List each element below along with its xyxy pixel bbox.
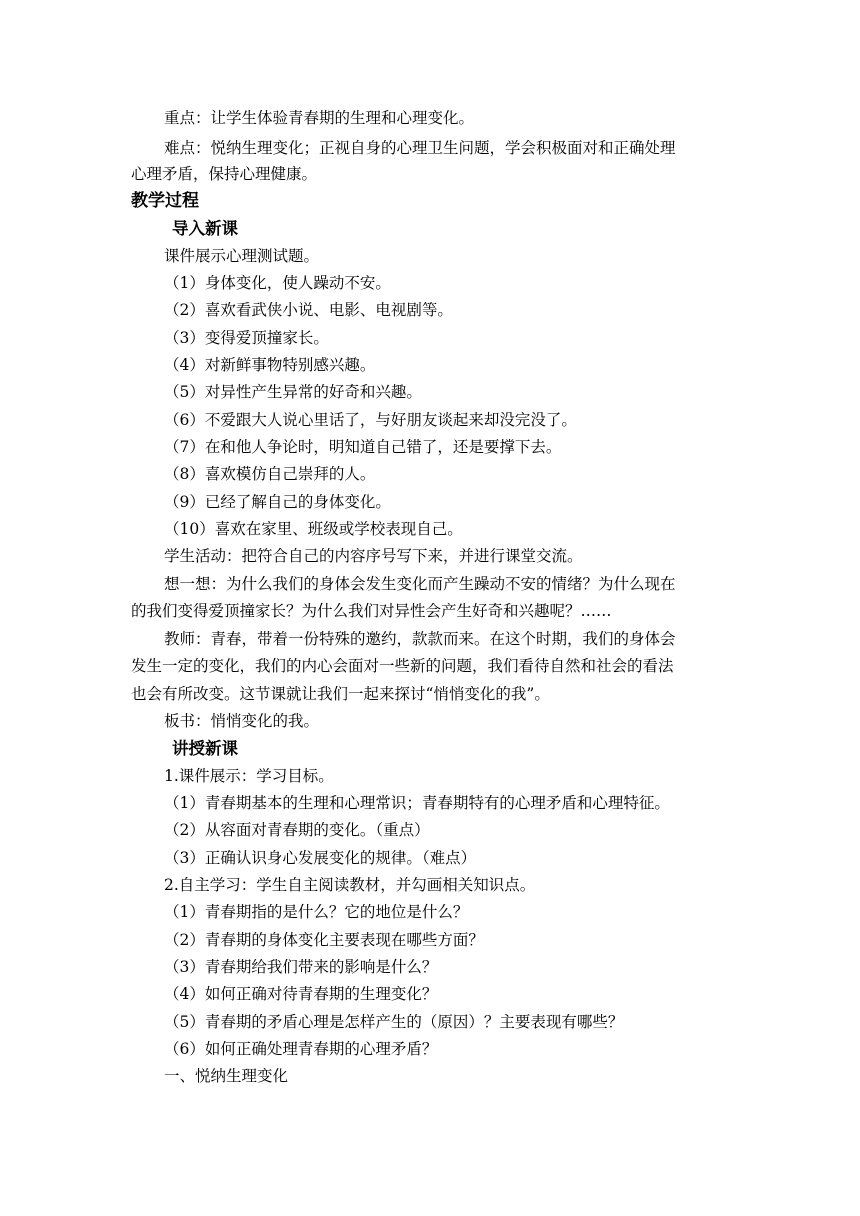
- student-activity-text: 学生活动：把符合自己的内容序号写下来，并进行课堂交流。: [164, 547, 583, 565]
- teacher-text-line-2: 发生一定的变化，我们的内心会面对一些新的问题，我们看待自然和社会的看法: [131, 657, 674, 675]
- quiz-item: （9）已经了解自己的身体变化。: [164, 493, 391, 511]
- question-item: （1）青春期指的是什么？它的地位是什么？: [164, 903, 469, 921]
- question-item: （4）如何正确对待青春期的生理变化？: [164, 985, 438, 1003]
- quiz-item: （7）在和他人争论时，明知道自己错了，还是要撑下去。: [164, 438, 562, 456]
- objective-item: （2）从容面对青春期的变化。（重点）: [164, 821, 430, 839]
- teaching-process-heading: 教学过程: [131, 191, 199, 211]
- question-item: （5）青春期的矛盾心理是怎样产生的（原因）？主要表现有哪些？: [164, 1013, 624, 1031]
- key-point-text: 重点：让学生体验青春期的生理和心理变化。: [164, 109, 475, 127]
- lecture-heading: 讲授新课: [172, 739, 238, 758]
- quiz-item: （8）喜欢模仿自己崇拜的人。: [164, 465, 376, 483]
- difficulty-text-line-2: 心理矛盾，保持心理健康。: [131, 165, 318, 183]
- teacher-text-line-3: 也会有所改变。这节课就让我们一起来探讨“悄悄变化的我”。: [131, 685, 550, 703]
- quiz-item: （4）对新鲜事物特别感兴趣。: [164, 356, 376, 374]
- question-item: （6）如何正确处理青春期的心理矛盾？: [164, 1040, 438, 1058]
- objective-item: （3）正确认识身心发展变化的规律。（难点）: [164, 849, 477, 867]
- difficulty-text-line-1: 难点：悦纳生理变化；正视自身的心理卫生问题，学会积极面对和正确处理: [164, 139, 676, 157]
- quiz-item: （6）不爱跟大人说心里话了，与好朋友谈起来却没完没了。: [164, 411, 577, 429]
- think-text-line-2: 的我们变得爱顶撞家长？为什么我们对异性会产生好奇和兴趣呢？……: [131, 602, 612, 620]
- quiz-item: （1）身体变化，使人躁动不安。: [164, 274, 391, 292]
- board-text: 板书：悄悄变化的我。: [164, 712, 320, 730]
- quiz-item: （3）变得爱顶撞家长。: [164, 329, 329, 347]
- question-item: （3）青春期给我们带来的影响是什么？: [164, 958, 438, 976]
- lecture-step-2: 2.自主学习：学生自主阅读教材，并勾画相关知识点。: [164, 876, 536, 894]
- quiz-item: （2）喜欢看武侠小说、电影、电视剧等。: [164, 301, 453, 319]
- section-one-heading: 一、悦纳生理变化: [164, 1067, 289, 1085]
- intro-heading: 导入新课: [172, 219, 238, 238]
- quiz-item: （5）对异性产生异常的好奇和兴趣。: [164, 383, 422, 401]
- intro-lead: 课件展示心理测试题。: [164, 247, 320, 265]
- think-text-line-1: 想一想：为什么我们的身体会发生变化而产生躁动不安的情绪？为什么现在: [164, 575, 676, 593]
- objective-item: （1）青春期基本的生理和心理常识；青春期特有的心理矛盾和心理特征。: [164, 794, 670, 812]
- teacher-text-line-1: 教师：青春，带着一份特殊的邀约，款款而来。在这个时期，我们的身体会: [164, 630, 676, 648]
- lecture-step-1: 1.课件展示：学习目标。: [164, 767, 334, 785]
- quiz-item: （10）喜欢在家里、班级或学校表现自己。: [164, 520, 463, 538]
- question-item: （2）青春期的身体变化主要表现在哪些方面？: [164, 931, 484, 949]
